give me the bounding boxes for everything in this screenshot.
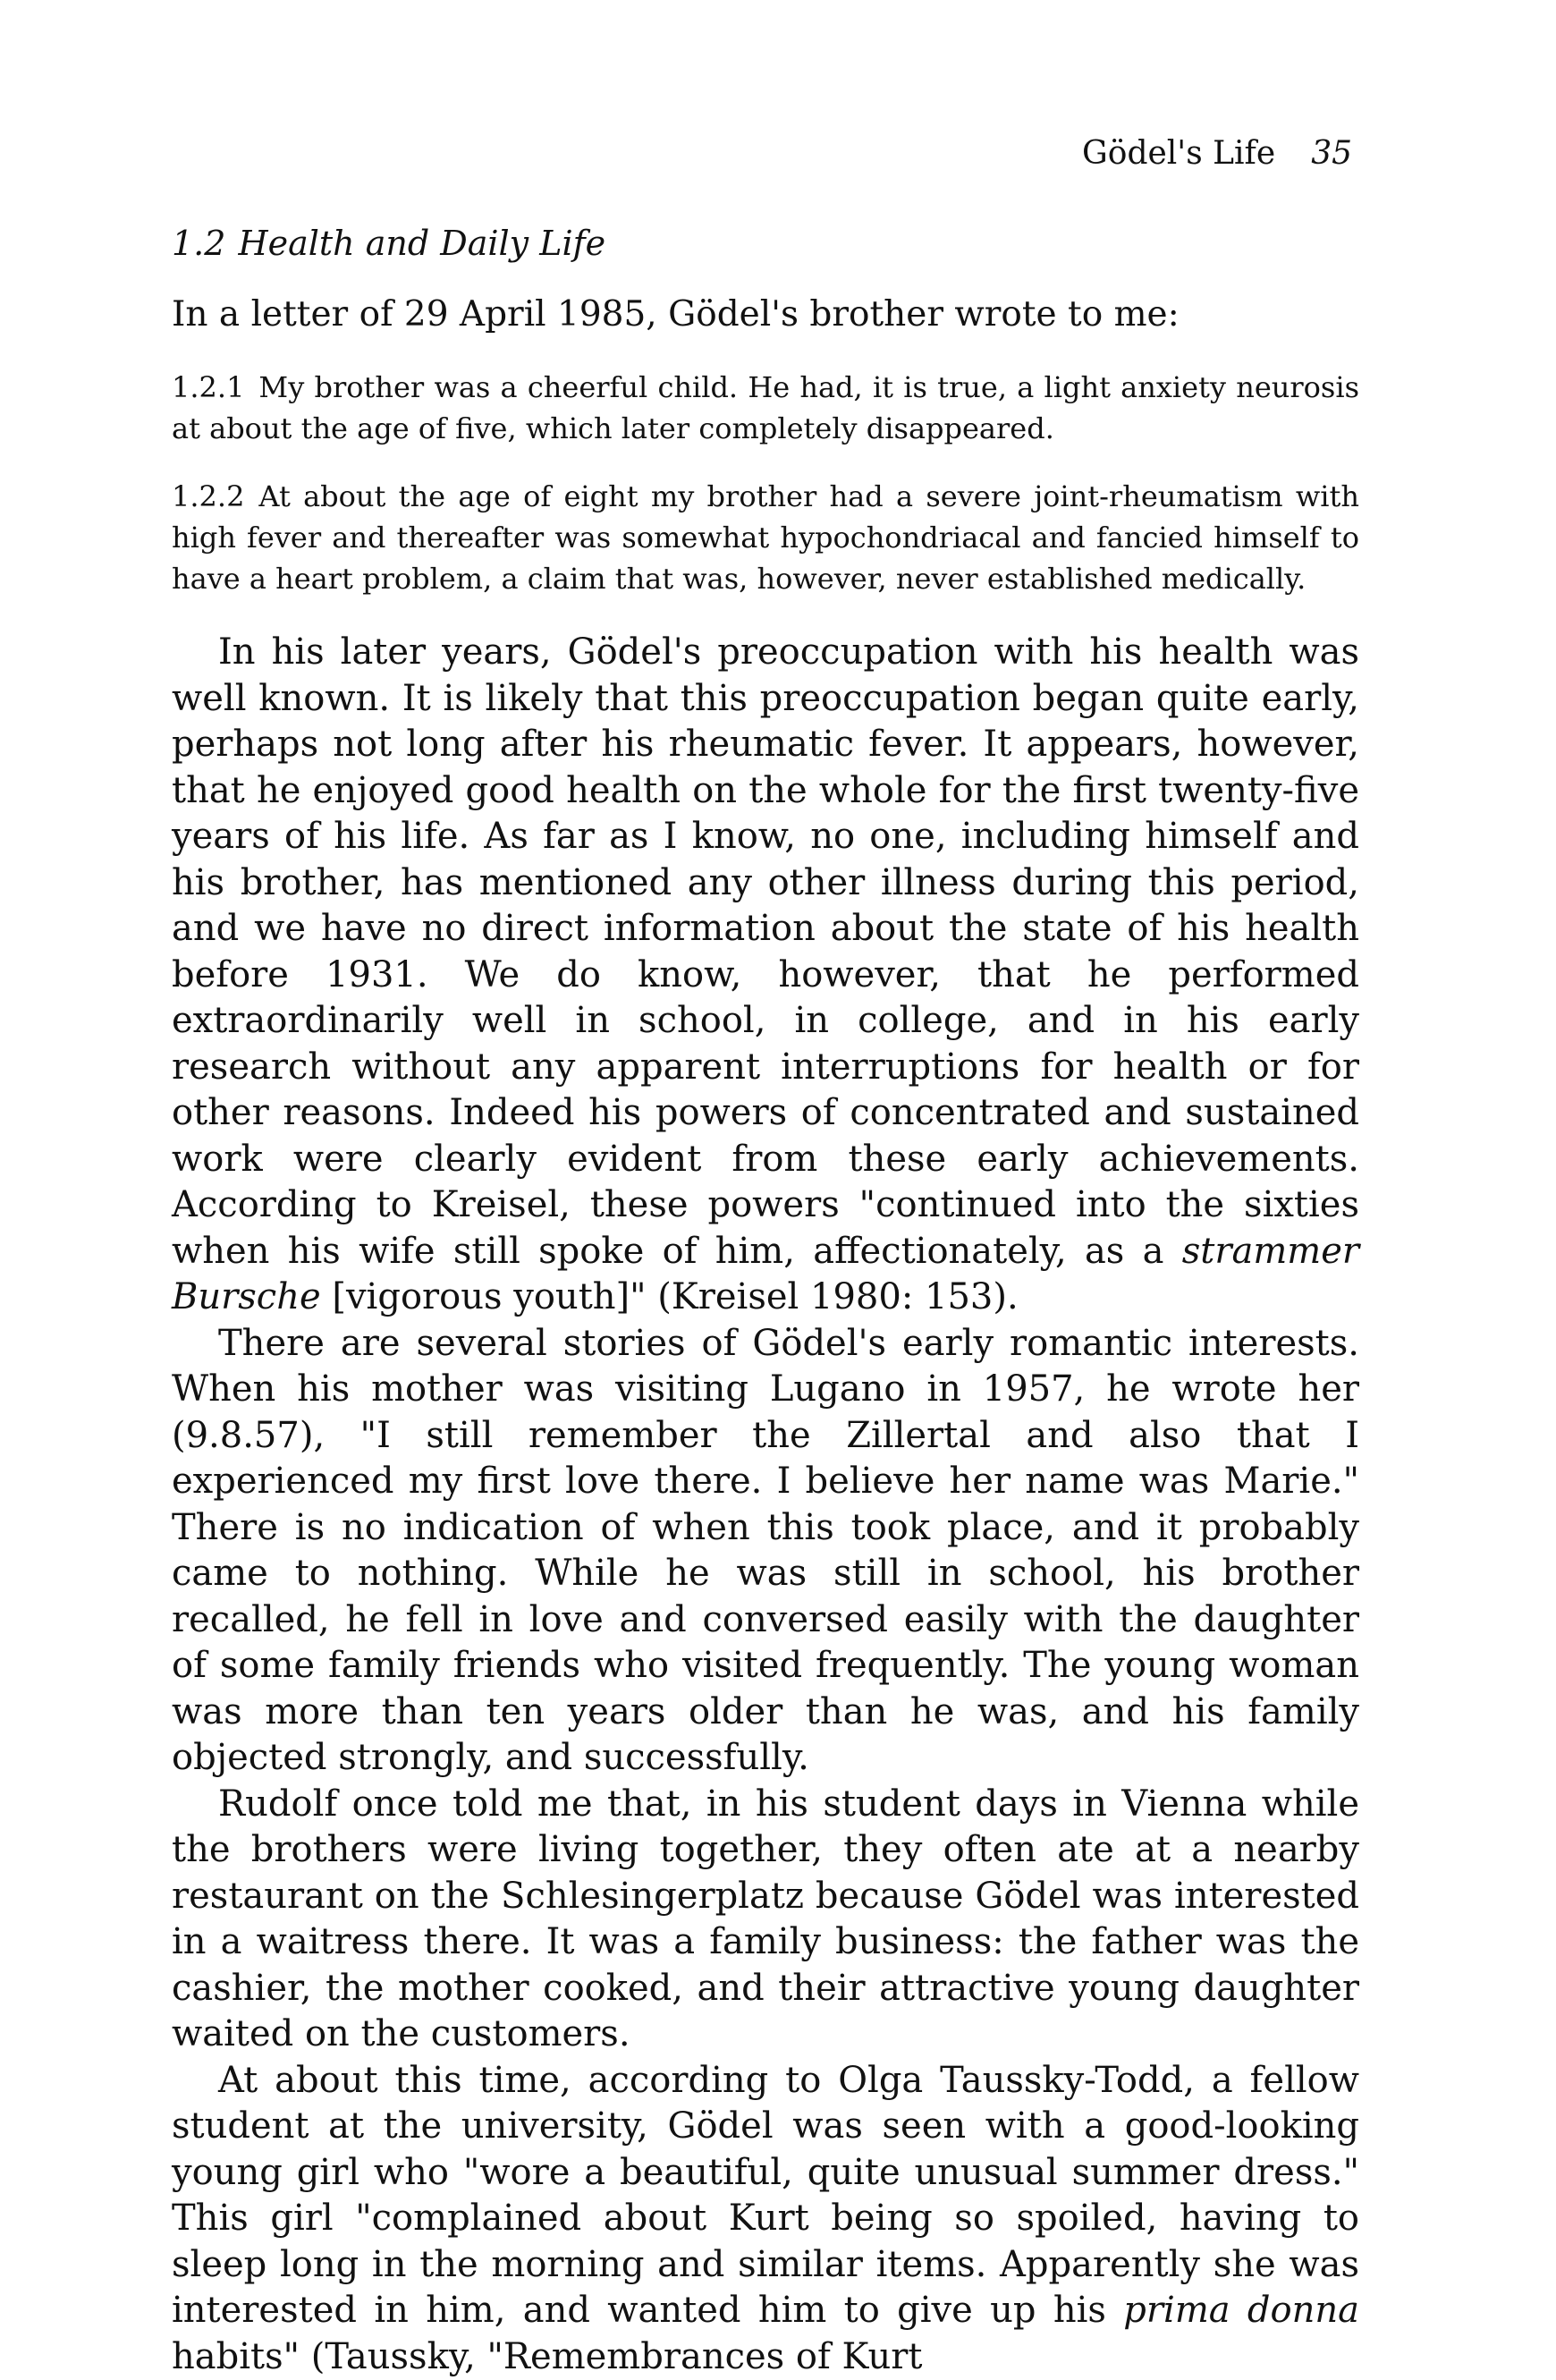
section-title: Health and Daily Life	[238, 224, 605, 263]
paragraph-text: In his later years, Gödel's preoccupation with his health was well known. It is likely that this preoccupation began quite early, perhaps not long after his rheumatic fever. It appears, however, that he enjoyed good health on the whole for the first twenty-five years of his life. As far as I know, no one, including himself and his brother, has mentioned any other illness during this period, and we have no direct information about the state of his health before 1931. We do know, however, that he performed extraordinarily well in school, in college, and in his early research without any apparent interruptions for health or for other reasons. Indeed his powers of concentrated and sustained work were clearly evident from these early achievements. According to Kreisel, these powers "continued into the sixties when his wife still spoke of him, affectionately, as a	[172, 631, 1359, 1272]
section-number: 1.2	[172, 224, 225, 263]
paragraph-text: [vigorous youth]" (Kreisel 1980: 153).	[321, 1276, 1019, 1317]
page-number: 35	[1311, 135, 1352, 172]
paragraph-restaurant: Rudolf once told me that, in his student days in Vienna while the brothers were living together, they often ate at a nearby restaurant on the Schlesingerplatz because Gödel was interested in a waitress there. It was a family business: the father was the cashier, the mother cooked, and their attractive young daughter waited on the customers.	[172, 1782, 1359, 2058]
quote-text: My brother was a cheerful child. He had, it is true, a light anxiety neurosis at about the age of five, which later completely disappeared.	[172, 370, 1359, 445]
intro-sentence: In a letter of 29 April 1985, Gödel's brother wrote to me:	[172, 292, 1359, 338]
italic-term: strammer Bursche	[172, 1231, 1359, 1318]
paragraph-health	[172, 630, 1359, 1321]
running-head	[1082, 136, 1352, 172]
running-head-title: Gödel's Life	[1082, 135, 1275, 172]
page-body	[172, 292, 1359, 2380]
quote-text: At about the age of eight my brother had a severe joint-rheumatism with high fever and thereafter was somewhat hypochondriacal and fancied himself to have a heart problem, a claim that was, however, never established medically.	[172, 479, 1359, 596]
paragraph-text: At about this time, according to Olga Taussky-Todd, a fellow student at the university, Gödel was seen with a good-looking young girl who "wore a beautiful, quite unusual summer dress." This girl "complained about Kurt being so spoiled, having to sleep long in the morning and similar items. Apparently she was interested in him, and wanted him to give up his	[172, 2060, 1359, 2332]
paragraph-text: habits" (Taussky, "Remembrances of Kurt	[172, 2336, 922, 2377]
section-heading	[172, 224, 605, 263]
quote-1-2-1	[172, 367, 1359, 449]
quote-1-2-2	[172, 476, 1359, 599]
quote-number: 1.2.1	[172, 370, 244, 404]
paragraph-romance: There are several stories of Gödel's early romantic interests. When his mother was visiting Lugano in 1957, he wrote her (9.8.57), "I still remember the Zillertal and also that I experienced my first love there. I believe her name was Marie." There is no indication of when this took place, and it probably came to nothing. While he was still in school, his brother recalled, he fell in love and conversed easily with the daughter of some family friends who visited frequently. The young woman was more than ten years older than he was, and his family objected strongly, and successfully.	[172, 1321, 1359, 1782]
quote-number: 1.2.2	[172, 479, 244, 513]
italic-term: prima donna	[1123, 2290, 1359, 2331]
paragraph-taussky	[172, 2058, 1359, 2380]
